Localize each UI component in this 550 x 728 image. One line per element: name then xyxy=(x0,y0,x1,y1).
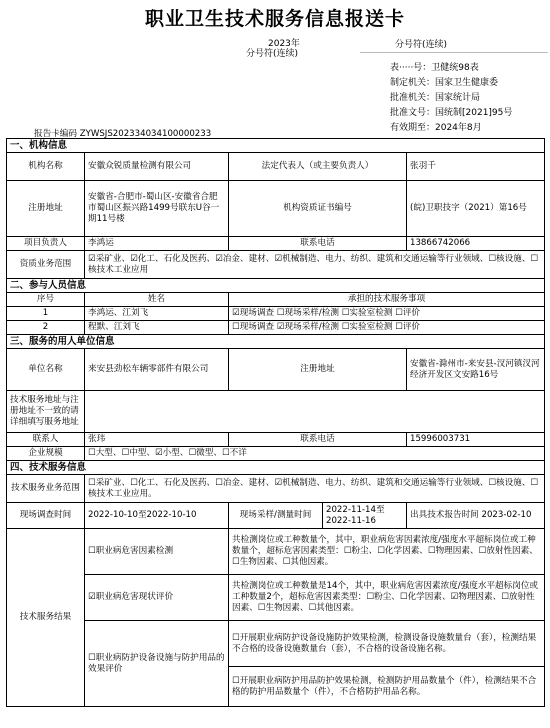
employer-address-label: 注册地址 xyxy=(229,349,407,391)
employer-address-value: 安徽省-滁州市-来安县-汊河镇汊河经济开发区文安路16号 xyxy=(407,349,545,391)
legal-rep-value: 张羽千 xyxy=(407,153,545,181)
service-address-value xyxy=(85,391,545,433)
employer-name-value: 来安县劲松车辆零部件有限公司 xyxy=(85,349,229,391)
contact-label: 联系人 xyxy=(7,433,85,447)
employer-phone-label: 联系电话 xyxy=(229,433,407,447)
cert-number-value: (皖)卫职技字（2021）第16号 xyxy=(407,181,545,237)
qualification-scope-value: ☑采矿业、☑化工、石化及医药、☑冶金、建材、☑机械制造、电力、纺织、建筑和交通运输等行业领域、☐核设施、☐核技术工业应用 xyxy=(85,251,545,279)
person-items: ☐现场调查 ☑现场采样/检测 ☐实验室检测 ☐评价 xyxy=(229,321,545,335)
sampling-time-value: 2022-11-14至2022-11-16 xyxy=(323,503,407,529)
service-result-label: 技术服务结果 xyxy=(7,529,85,707)
section-employer-title: 三、服务的用人单位信息 xyxy=(7,335,545,349)
service-scope-value: ☐采矿业、☐化工、石化及医药、☐冶金、建材、☑机械制造、电力、纺织、建筑和交通运输等行业领域、☐核设施、☐核技术工业应用。 xyxy=(85,475,545,503)
result-evaluation-text: 共检测岗位或工种数量是14个，其中，职业病危害因素浓度/强度水平超标岗位或工种数量2个，超标危害因素类型：☐粉尘、☐化学因素、☑物理因素、☐放射性因素、☐生物因素、☐其他因素。 xyxy=(229,575,545,621)
col-header-no: 序号 xyxy=(7,293,85,307)
qualification-scope-label: 资质业务范围 xyxy=(7,251,85,279)
report-time-label: 出具技术报告时间 xyxy=(410,510,479,520)
sampling-time-label: 现场采样/测量时间 xyxy=(229,503,323,529)
info-approver: 批准机关：国家统计局 xyxy=(390,93,481,103)
result-detection-label: ☐职业病危害因素检测 xyxy=(85,529,229,575)
person-no: 1 xyxy=(7,307,85,321)
contact-value: 张玮 xyxy=(85,433,229,447)
org-name-value: 安徽众锐质量检测有限公司 xyxy=(85,153,229,181)
person-name: 程默、江刘飞 xyxy=(85,321,229,335)
org-address-label: 注册地址 xyxy=(7,181,85,237)
section-service-title: 四、技术服务信息 xyxy=(7,461,545,475)
report-card-code: 报告卡编码 ZYWSJS202334034100000233 xyxy=(34,129,212,139)
person-name: 李鸿运、江刘飞 xyxy=(85,307,229,321)
company-size-label: 企业规模 xyxy=(7,447,85,461)
person-no: 2 xyxy=(7,321,85,335)
section-personnel-title: 二、参与人员信息 xyxy=(7,279,545,293)
result-protection-equipment-text: ☐开展职业病防护设备设施防护效果检测，检测设备设施数量台（套），检测结果不合格的设备设施数量台（套），不合格的设备设施名称。 xyxy=(229,621,545,667)
report-time-cell xyxy=(407,503,545,529)
employer-phone-value: 15996003731 xyxy=(407,433,545,447)
info-valid-until: 有效期至：2024年8月 xyxy=(390,123,482,133)
person-items: ☑现场调查 ☐现场采样/检测 ☐实验室检测 ☐评价 xyxy=(229,307,545,321)
table-row xyxy=(7,307,545,321)
col-header-items: 承担的技术服务事项 xyxy=(229,293,545,307)
org-phone-value: 13866742066 xyxy=(407,237,545,251)
result-protection-gear-text: ☐开展职业病防护用品防护效果检测，检测防护用品数量个（件），检测结果不合格的防护用品数量个（件），不合格防护用品名称。 xyxy=(229,667,545,707)
cert-number-label: 机构资质证书编号 xyxy=(229,181,407,237)
employer-name-label: 单位名称 xyxy=(7,349,85,391)
report-time-value: 2023-02-10 xyxy=(481,510,532,520)
service-address-label: 技术服务地址与注册地址不一致的请详细填写服务地址 xyxy=(7,391,85,433)
org-address-value: 安徽省-合肥市-蜀山区-安徽省合肥市蜀山区振兴路1499号联东U谷一期11号楼 xyxy=(85,181,229,237)
statistics-info-box xyxy=(360,52,548,136)
org-phone-label: 联系电话 xyxy=(229,237,407,251)
series-line-secondary: 分号符(连续) xyxy=(246,49,299,59)
series-line: 分号符(连续) xyxy=(395,40,448,50)
survey-time-value: 2022-10-10至2022-10-10 xyxy=(85,503,229,529)
project-lead-label: 项目负责人 xyxy=(7,237,85,251)
col-header-name: 姓名 xyxy=(85,293,229,307)
survey-time-label: 现场调查时间 xyxy=(7,503,85,529)
company-size-value: ☐大型、☐中型、☑小型、☐微型、☐不详 xyxy=(85,447,545,461)
report-form-table xyxy=(6,138,545,707)
org-name-label: 机构名称 xyxy=(7,153,85,181)
info-form-number: 表·····号：卫健统98表 xyxy=(390,63,479,73)
legal-rep-label: 法定代表人（或主要负责人） xyxy=(229,153,407,181)
section-org-title: 一、机构信息 xyxy=(7,139,545,153)
form-title: 职业卫生技术服务信息报送卡 xyxy=(144,8,405,30)
year-line: 2023年 xyxy=(268,39,300,49)
result-evaluation-label: ☑职业病危害现状评价 xyxy=(85,575,229,621)
result-detection-text: 共检测岗位或工种数量个，其中，职业病危害因素浓度/强度水平超标岗位或工种数量个，超标危害因素类型：☐粉尘、☐化学因素、☐物理因素、☐放射性因素、☐生物因素、☐其他因素。 xyxy=(229,529,545,575)
result-protection-label: ☐职业病防护设备设施与防护用品的效果评价 xyxy=(85,621,229,707)
service-scope-label: 技术服务业务范围 xyxy=(7,475,85,503)
project-lead-value: 李鸿运 xyxy=(85,237,229,251)
table-row xyxy=(7,321,545,335)
info-approval-no: 批准文号：国统制[2021]95号 xyxy=(390,108,513,118)
info-issuer: 制定机关：国家卫生健康委 xyxy=(390,78,499,88)
